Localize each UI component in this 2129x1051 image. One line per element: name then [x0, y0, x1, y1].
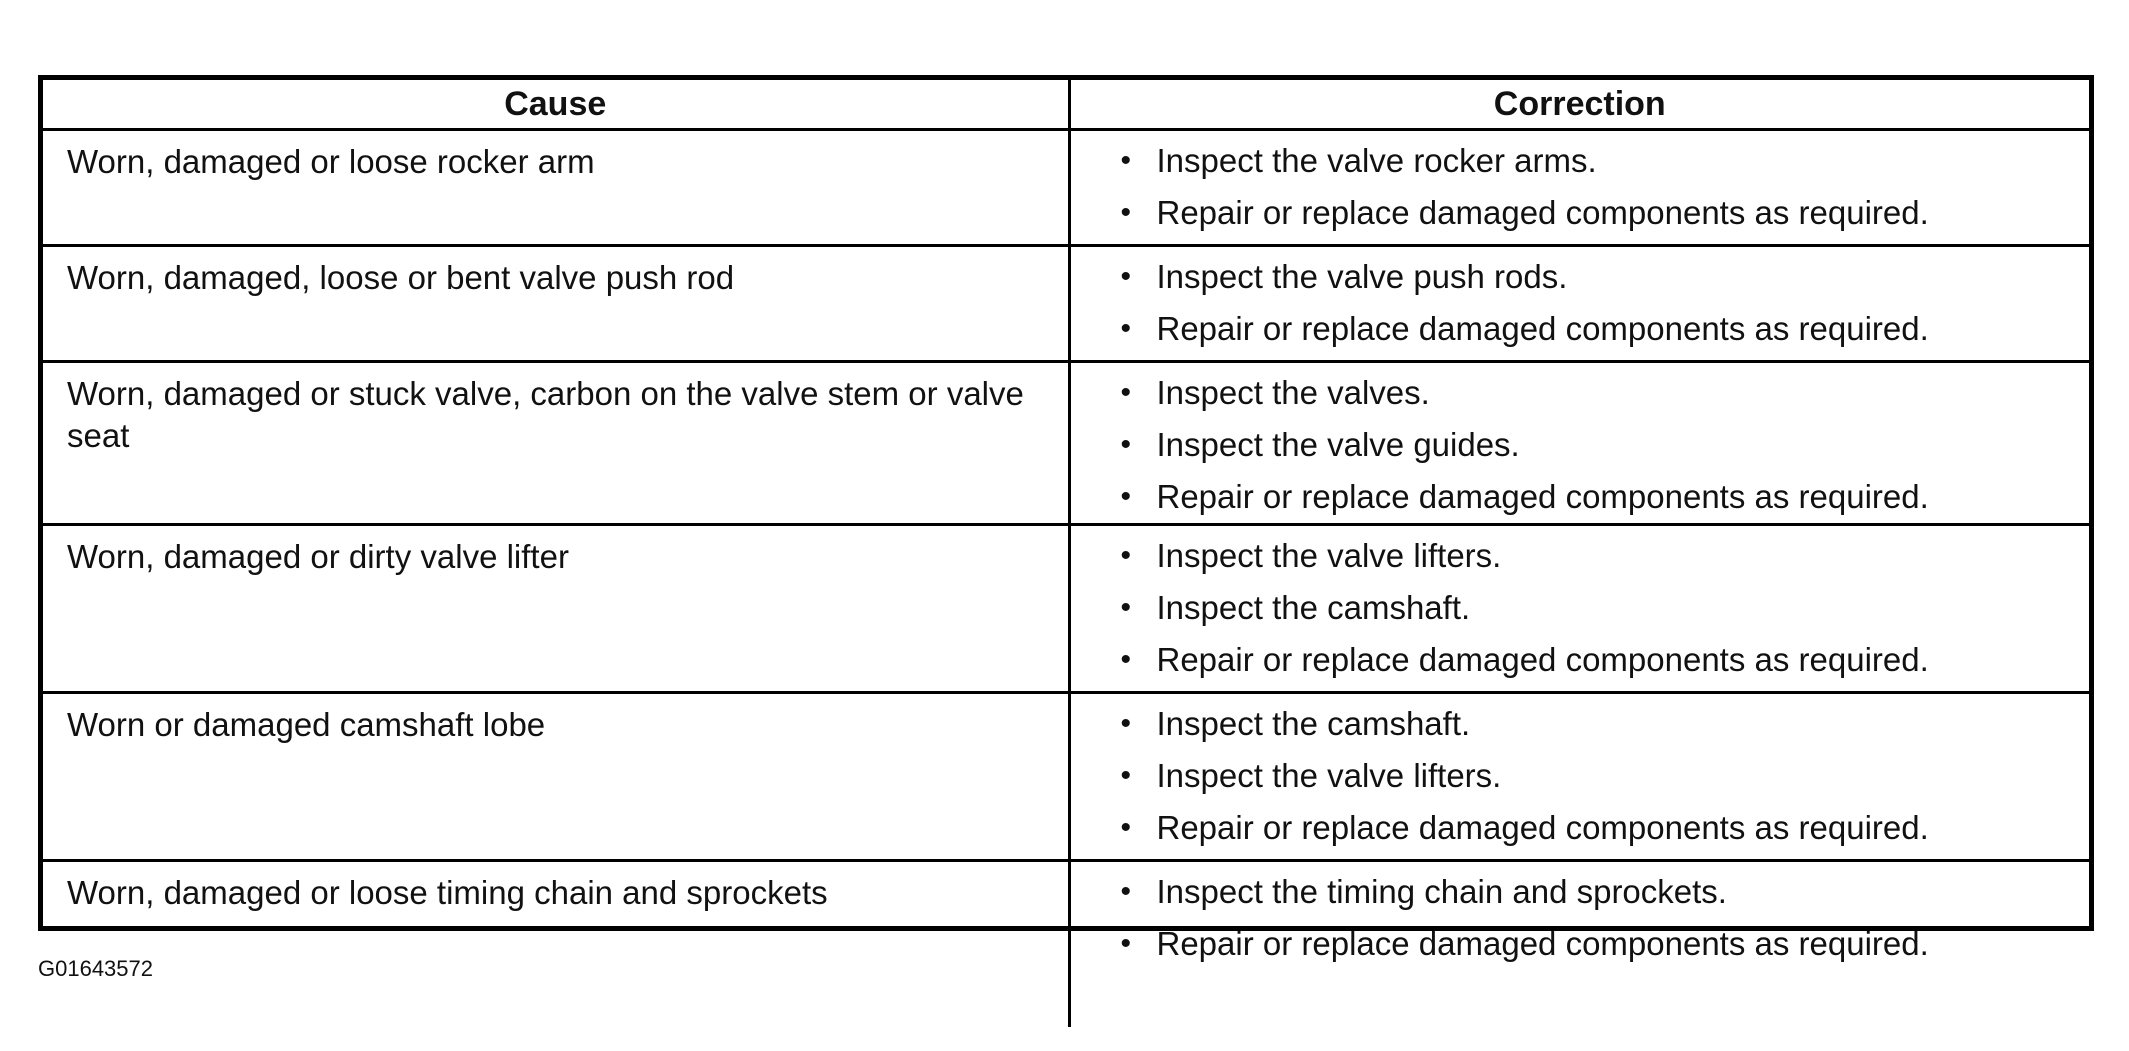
- bullet-icon: •: [1120, 539, 1132, 572]
- cause-cell: Worn, damaged or loose timing chain and sprockets: [43, 861, 1069, 1028]
- correction-text: Repair or replace damaged components as required.: [1156, 641, 1929, 678]
- correction-cell: [1069, 130, 2089, 246]
- table-row: [43, 693, 2089, 861]
- correction-text: Inspect the valve lifters.: [1156, 757, 1502, 794]
- correction-item: [1121, 750, 2070, 802]
- correction-item: [1121, 866, 2070, 918]
- correction-list: [1121, 530, 2070, 686]
- correction-item: [1121, 582, 2070, 634]
- correction-cell: [1069, 362, 2089, 525]
- bullet-icon: •: [1120, 759, 1132, 792]
- correction-list: [1121, 251, 2070, 355]
- diagnostic-table-frame: [38, 75, 2094, 962]
- correction-text: Repair or replace damaged components as required.: [1156, 194, 1929, 231]
- bullet-icon: •: [1120, 376, 1132, 409]
- table-row: [43, 130, 2089, 246]
- bullet-icon: •: [1120, 196, 1132, 229]
- correction-item: [1121, 918, 2070, 970]
- correction-text: Repair or replace damaged components as required.: [1156, 925, 1929, 962]
- correction-cell: [1069, 525, 2089, 693]
- cause-cell: Worn, damaged, loose or bent valve push rod: [43, 246, 1069, 362]
- correction-list: [1121, 367, 2070, 523]
- bullet-icon: •: [1120, 707, 1132, 740]
- correction-cell: [1069, 861, 2089, 1028]
- correction-item: [1121, 634, 2070, 686]
- correction-column-header: Correction: [1069, 80, 2089, 130]
- correction-item: [1121, 367, 2070, 419]
- bullet-icon: •: [1120, 875, 1132, 908]
- correction-list: [1121, 135, 2070, 239]
- cause-cell: Worn, damaged or loose rocker arm: [43, 130, 1069, 246]
- cause-cell: Worn or damaged camshaft lobe: [43, 693, 1069, 861]
- correction-item: [1121, 802, 2070, 854]
- correction-text: Repair or replace damaged components as required.: [1156, 310, 1929, 347]
- bullet-icon: •: [1120, 260, 1132, 293]
- table-row: [43, 525, 2089, 693]
- cause-cell: Worn, damaged or dirty valve lifter: [43, 525, 1069, 693]
- figure-id-label: G01643572: [38, 956, 153, 981]
- table-row: [43, 246, 2089, 362]
- correction-item: [1121, 135, 2070, 187]
- correction-item: [1121, 471, 2070, 523]
- correction-cell: [1069, 246, 2089, 362]
- bullet-icon: •: [1120, 643, 1132, 676]
- correction-item: [1121, 530, 2070, 582]
- correction-text: Repair or replace damaged components as required.: [1156, 478, 1929, 515]
- correction-item: [1121, 419, 2070, 471]
- correction-text: Inspect the camshaft.: [1156, 589, 1471, 626]
- table-row: [43, 362, 2089, 525]
- cause-column-header: Cause: [43, 80, 1069, 130]
- correction-item: [1121, 698, 2070, 750]
- bullet-icon: •: [1120, 591, 1132, 624]
- correction-cell: [1069, 693, 2089, 861]
- correction-text: Inspect the camshaft.: [1156, 705, 1471, 742]
- correction-text: Inspect the timing chain and sprockets.: [1156, 873, 1727, 910]
- correction-item: [1121, 251, 2070, 303]
- table-row: [43, 861, 2089, 1028]
- correction-text: Inspect the valve rocker arms.: [1156, 142, 1597, 179]
- bullet-icon: •: [1120, 927, 1132, 960]
- correction-text: Inspect the valve push rods.: [1156, 258, 1568, 295]
- cause-cell: Worn, damaged or stuck valve, carbon on the valve stem or valve seat: [43, 362, 1069, 525]
- bullet-icon: •: [1120, 480, 1132, 513]
- table-header-row: [43, 80, 2089, 130]
- correction-item: [1121, 187, 2070, 239]
- correction-text: Inspect the valve lifters.: [1156, 537, 1502, 574]
- correction-item: [1121, 303, 2070, 355]
- bullet-icon: •: [1120, 811, 1132, 844]
- correction-list: [1121, 698, 2070, 854]
- bullet-icon: •: [1120, 312, 1132, 345]
- correction-text: Repair or replace damaged components as required.: [1156, 809, 1929, 846]
- bullet-icon: •: [1120, 428, 1132, 461]
- bullet-icon: •: [1120, 144, 1132, 177]
- correction-text: Inspect the valve guides.: [1156, 426, 1520, 463]
- diagnostic-table: [43, 80, 2089, 1027]
- correction-text: Inspect the valves.: [1156, 374, 1430, 411]
- correction-list: [1121, 866, 2070, 970]
